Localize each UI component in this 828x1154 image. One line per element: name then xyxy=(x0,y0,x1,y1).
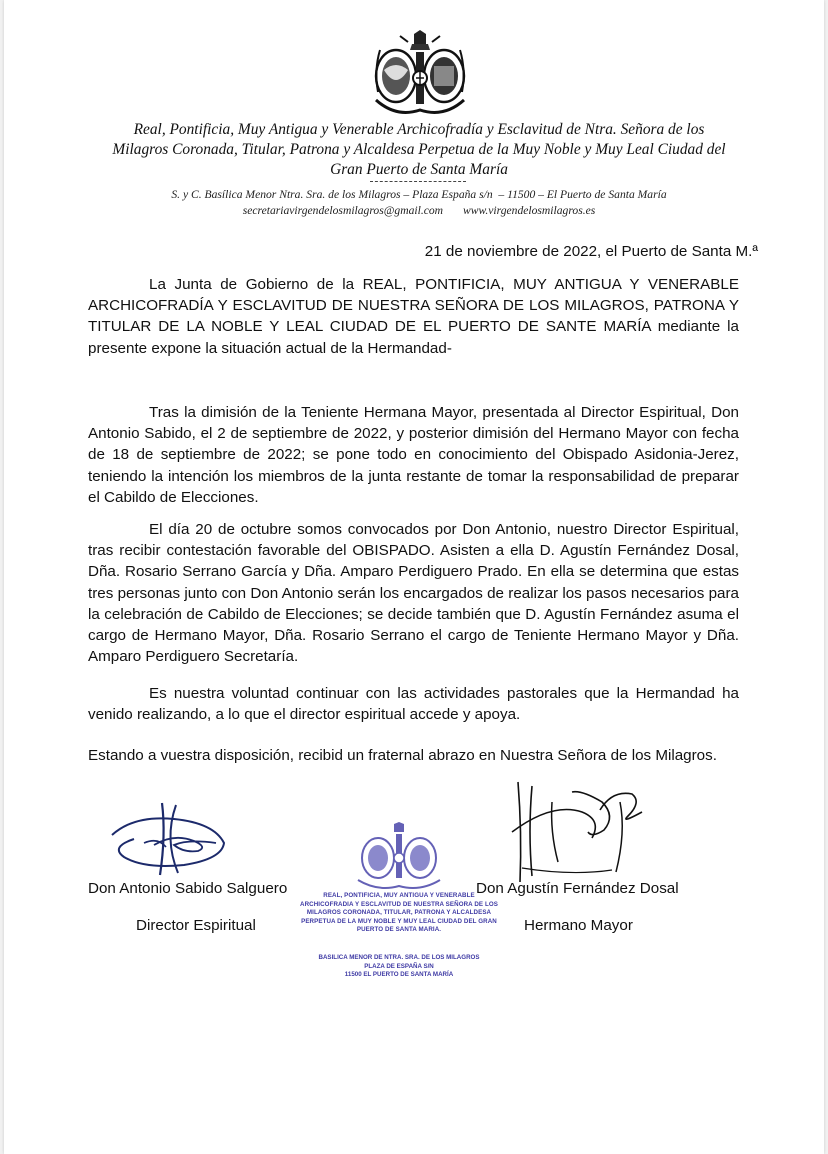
body-paragraph-3: El día 20 de octubre somos convocados por Don Antonio, nuestro Director Espiritual, tras recibir contestación favorable del OBISPADO. Asisten a ella D. Agustín Fernández Dosal, Dña. Rosario Serrano García y Dña. Amparo Perdiguero Prado. En ella se determina que estas tres personas junto con Don Antonio serán los encargados de realizar los pasos necesarios para la celebración de Cabildo de Elecciones; se decide también que D. Agustín Fernández asuma el cargo de Hermano Mayor, Dña. Rosario Serrano el cargo de Teniente Hermano Mayor y Dña. Amparo Perdiguero Secretaría. xyxy=(88,521,739,666)
header-website: www.virgendelosmilagros.es xyxy=(463,204,596,217)
stamp-address xyxy=(284,954,514,980)
header-address: S. y C. Basílica Menor Ntra. Sra. de los Milagros – Plaza España s/n – 11500 – El Puerto de Santa María xyxy=(171,188,667,201)
body-paragraph-2: Tras la dimisión de la Teniente Hermana Mayor, presentada al Director Espiritual, Don Antonio Sabido, el 2 de septiembre de 2022, y posterior dimisión del Hermano Mayor con fecha de 18 de septiembre de 2022; se pone todo en conocimiento del Obispado Asidonia-Jerez, teniendo la intención los miembros de la junta restante de tomar la responsabilidad de preparar el Cabildo de Elecciones. xyxy=(88,404,739,506)
header-contact xyxy=(94,203,744,218)
stamp-text-line: MILAGROS CORONADA, TITULAR, PATRONA Y ALCALDESA xyxy=(306,909,492,917)
stamp-text-line: PERPETUA DE LA MUY NOBLE Y MUY LEAL CIUDAD DEL GRAN xyxy=(301,917,497,925)
brotherhood-title-line: Milagros Coronada, Titular, Patrona y Alcaldesa Perpetua de la Muy Noble y Muy Leal Ciudad del xyxy=(112,141,726,158)
signature-right-icon xyxy=(492,772,652,892)
body-paragraph-1: La Junta de Gobierno de la REAL, PONTIFICIA, MUY ANTIGUA Y VENERABLE ARCHICOFRADÍA Y ESCLAVITUD DE NUESTRA SEÑORA DE LOS MILAGROS, PATRONA Y TITULAR DE LA NOBLE Y LEAL CIUDAD DE EL PUERTO DE SANTE MARÍA mediante la presente expone la situación actual de la Hermandad- xyxy=(88,276,739,357)
header-email: secretariavirgendelosmilagros@gmail.com xyxy=(242,204,444,217)
signature-left-icon xyxy=(104,795,234,885)
stamp-text-line: REAL, PONTIFICIA, MUY ANTIGUA Y VENERABLE xyxy=(323,892,475,899)
letter-date: 21 de noviembre de 2022, el Puerto de Santa M.ª xyxy=(424,243,758,260)
document-page xyxy=(4,0,824,1154)
stamp-crest-icon xyxy=(352,822,446,892)
stamp-text xyxy=(284,892,514,935)
stamp-text-line: PUERTO DE SANTA MARIA. xyxy=(356,926,442,934)
signatory-left-name: Don Antonio Sabido Salguero xyxy=(88,880,288,897)
header-divider xyxy=(370,181,466,182)
brotherhood-title-line: Gran Puerto de Santa María xyxy=(330,161,508,178)
signatory-left-role: Director Espiritual xyxy=(136,917,256,934)
signatory-right-name: Don Agustín Fernández Dosal xyxy=(476,880,679,897)
stamp-address-line: BASILICA MENOR DE NTRA. SRA. DE LOS MILAGROS xyxy=(318,954,480,961)
stamp-address-line: PLAZA DE ESPAÑA S/N xyxy=(364,962,434,970)
brotherhood-title-line: Real, Pontificia, Muy Antigua y Venerable Archicofradía y Esclavitud de Ntra. Señora de los xyxy=(133,121,705,138)
signatory-right-role: Hermano Mayor xyxy=(524,917,633,934)
stamp-text-line: ARCHICOFRADIA Y ESCLAVITUD DE NUESTRA SEÑORA DE LOS xyxy=(300,900,498,908)
brotherhood-title xyxy=(74,120,764,180)
official-stamp xyxy=(284,822,514,987)
stamp-address-line: 11500 EL PUERTO DE SANTA MARÍA xyxy=(344,971,454,979)
brotherhood-crest-icon xyxy=(370,30,470,120)
closing-paragraph: Estando a vuestra disposición, recibid un fraternal abrazo en Nuestra Señora de los Milagros. xyxy=(88,747,717,764)
body-paragraph-4: Es nuestra voluntad continuar con las actividades pastorales que la Hermandad ha venido realizando, a lo que el director espiritual accede y apoya. xyxy=(88,685,739,724)
